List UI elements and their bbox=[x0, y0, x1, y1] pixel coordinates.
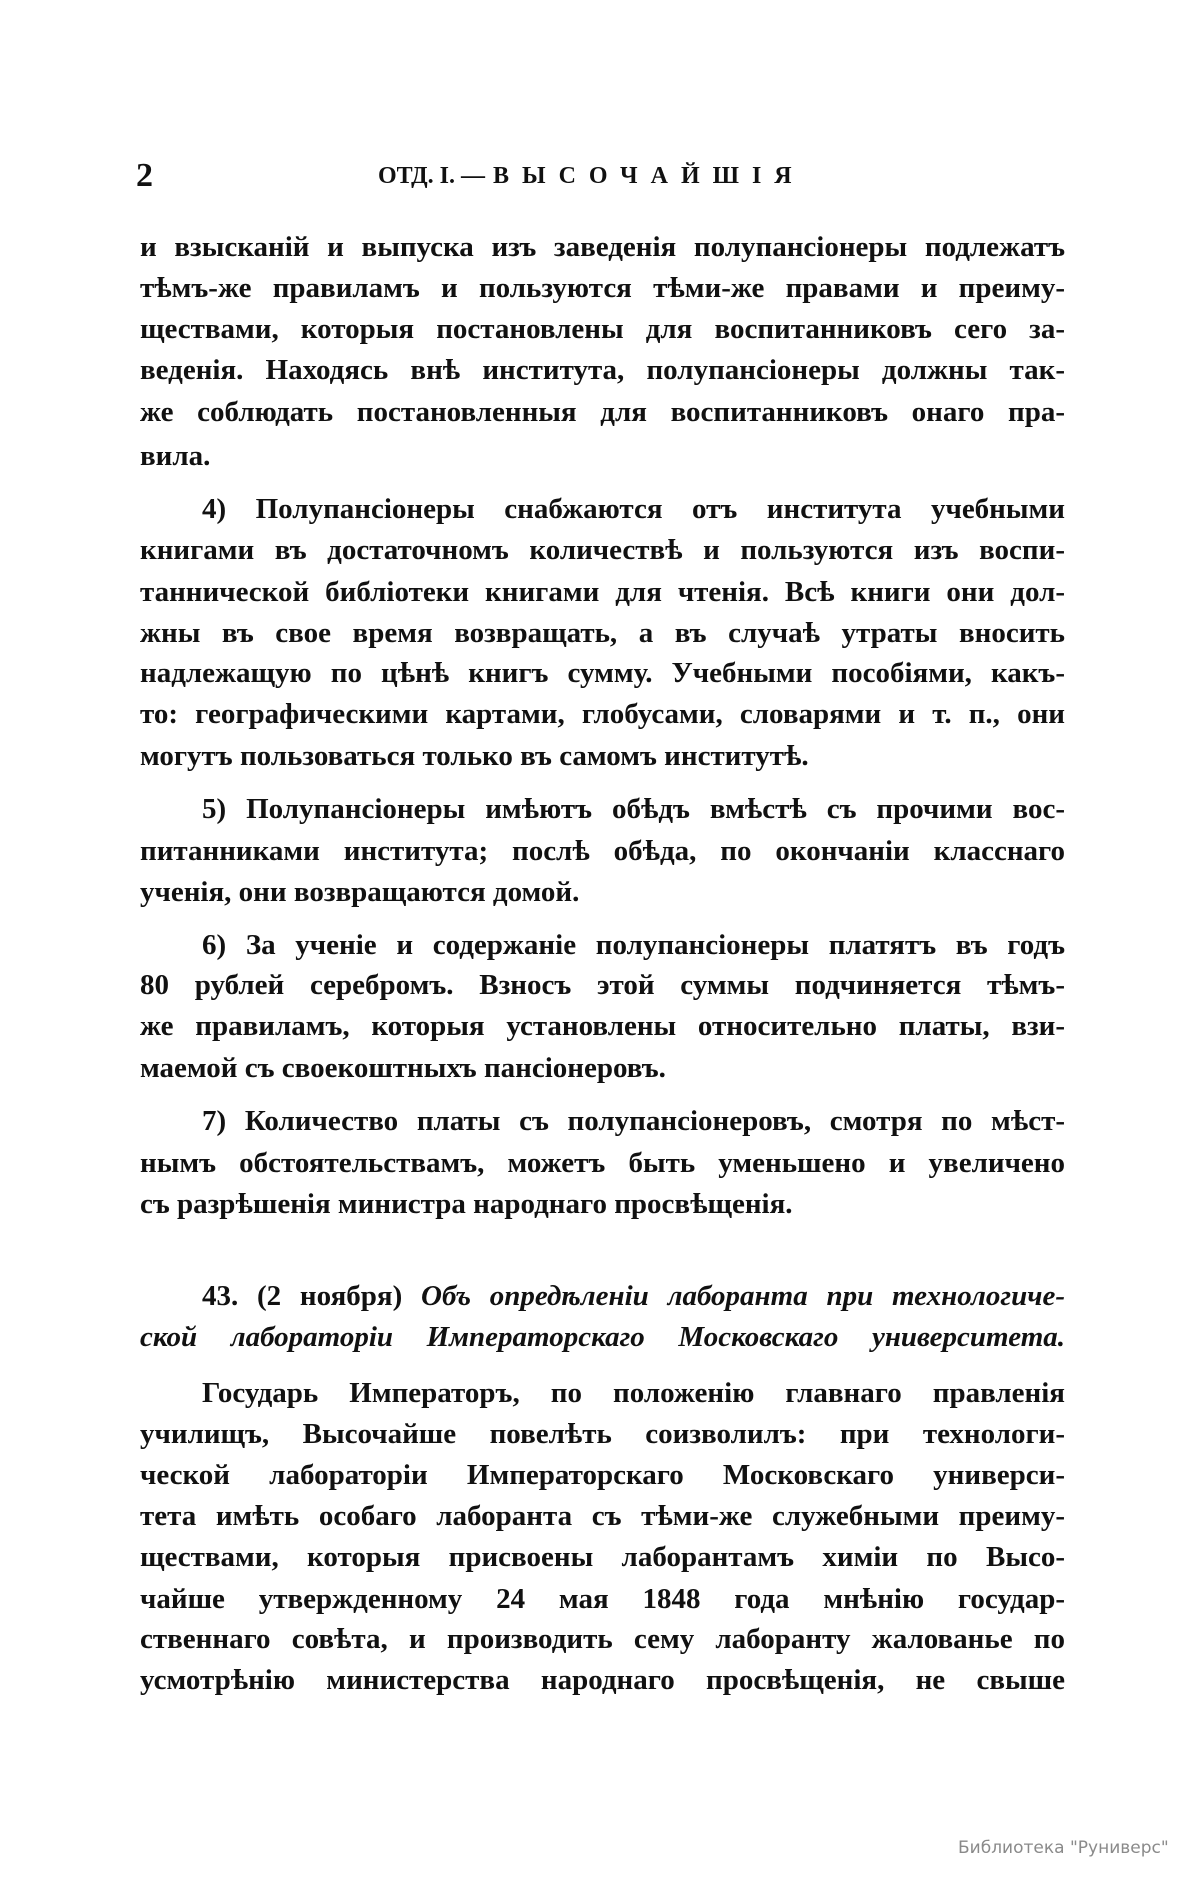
paragraph-line: вила. bbox=[140, 440, 211, 472]
article-number: 43. (2 ноября) bbox=[202, 1280, 403, 1312]
section-title: ВЫСОЧАЙШІЯ bbox=[493, 163, 805, 189]
paragraph-line: нымъ обстоятельствамъ, можетъ быть уменьшено и увеличено bbox=[140, 1147, 1065, 1179]
article-body-line: усмотрѣнію министерства народнаго просвѣщенія, не свыше bbox=[140, 1664, 1065, 1696]
article-body-line: ществами, которыя присвоены лаборантамъ химіи по Высо- bbox=[140, 1541, 1065, 1573]
article-body-line: Государь Императоръ, по положенію главнаго правленія bbox=[202, 1377, 1065, 1409]
paragraph-line: то: географическими картами, глобусами, словарями и т. п., они bbox=[140, 698, 1065, 730]
article-body-line: чайше утвержденному 24 мая 1848 года мнѣнію государ- bbox=[140, 1583, 1065, 1615]
paragraph-line: тѣмъ-же правиламъ и пользуются тѣми-же правами и преиму- bbox=[140, 272, 1065, 304]
article-body-line: тета имѣть особаго лаборанта съ тѣми-же служебными преиму- bbox=[140, 1500, 1065, 1532]
section-label: ОТД. I. — bbox=[378, 163, 486, 189]
article-heading-line bbox=[140, 1317, 1065, 1358]
paragraph-line: же правиламъ, которыя установлены относительно платы, взи- bbox=[140, 1010, 1065, 1042]
paragraph-line: 7) Количество платы съ полупансіонеровъ, смотря по мѣст- bbox=[202, 1105, 1065, 1137]
article-title: ской лабораторіи Императорскаго Московскаго университета. bbox=[140, 1321, 1065, 1353]
article-body-line: ственнаго совѣта, и производить сему лаборанту жалованье по bbox=[140, 1623, 1065, 1655]
paragraph-line: питанниками института; послѣ обѣда, по окончаніи класснаго bbox=[140, 835, 1065, 867]
article-body-line: училищъ, Высочайше повелѣть соизволилъ: при технологи- bbox=[140, 1418, 1065, 1450]
paragraph-line: съ разрѣшенія министра народнаго просвѣщенія. bbox=[140, 1188, 793, 1220]
library-watermark: Библиотека "Руниверс" bbox=[958, 1838, 1169, 1858]
article-title: Объ опредѣленіи лаборанта при технологиче- bbox=[421, 1280, 1065, 1312]
paragraph-line: веденія. Находясь внѣ института, полупансіонеры должны так- bbox=[140, 354, 1065, 386]
paragraph-line: ученія, они возвращаются домой. bbox=[140, 876, 580, 908]
paragraph-line: и взысканій и выпуска изъ заведенія полупансіонеры подлежатъ bbox=[140, 231, 1065, 263]
article-body-line: ческой лабораторіи Императорскаго Московскаго универси- bbox=[140, 1459, 1065, 1491]
paragraph-line: могутъ пользоваться только въ самомъ институтѣ. bbox=[140, 740, 809, 772]
paragraph-line: 6) За ученіе и содержаніе полупансіонеры платятъ въ годъ bbox=[202, 929, 1065, 961]
paragraph-line: 80 рублей серебромъ. Взносъ этой суммы подчиняется тѣмъ- bbox=[140, 969, 1065, 1001]
running-header bbox=[378, 156, 805, 196]
paragraph-line: таннической библіотеки книгами для чтенія. Всѣ книги они дол- bbox=[140, 576, 1065, 608]
paragraph-line: 5) Полупансіонеры имѣютъ обѣдъ вмѣстѣ съ прочими вос- bbox=[202, 793, 1065, 825]
paragraph-line: маемой съ своекоштныхъ пансіонеровъ. bbox=[140, 1052, 666, 1084]
page-number: 2 bbox=[136, 157, 153, 194]
paragraph-line: жны въ свое время возвращать, а въ случаѣ утраты вносить bbox=[140, 617, 1065, 649]
paragraph-line: 4) Полупансіонеры снабжаются отъ института учебными bbox=[202, 493, 1065, 525]
paragraph-line: же соблюдать постановленныя для воспитанниковъ онаго пра- bbox=[140, 396, 1065, 428]
article-heading-line bbox=[202, 1276, 1065, 1317]
paragraph-line: надлежащую по цѣнѣ книгъ сумму. Учебными пособіями, какъ- bbox=[140, 657, 1065, 689]
paragraph-line: ществами, которыя постановлены для воспитанниковъ сего за- bbox=[140, 313, 1065, 345]
paragraph-line: книгами въ достаточномъ количествѣ и пользуются изъ воспи- bbox=[140, 534, 1065, 566]
